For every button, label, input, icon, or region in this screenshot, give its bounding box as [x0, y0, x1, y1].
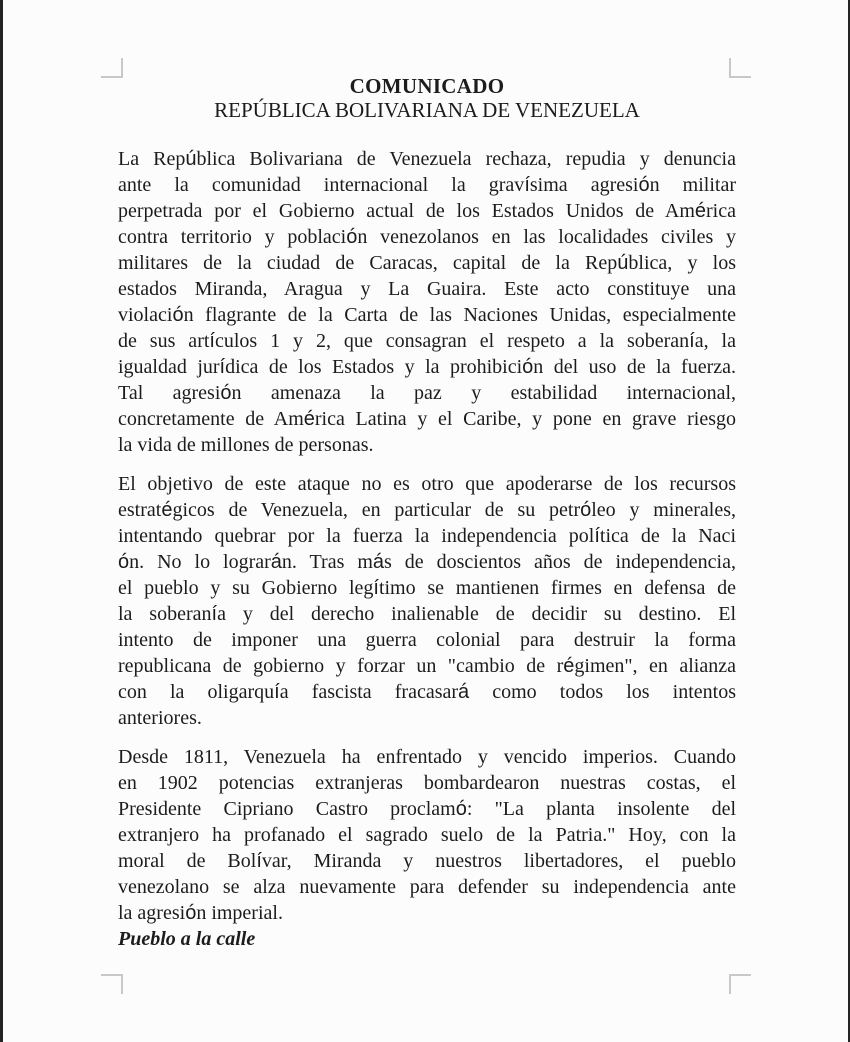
- text-line: extranjero ha profanado el sagrado suelo de la Patria." Hoy, con la: [118, 824, 736, 846]
- document-title: COMUNICADO: [349, 74, 505, 98]
- text-line: violación flagrante de la Carta de las Naciones Unidas, especialmente: [118, 304, 736, 326]
- text-line: ante la comunidad internacional la gravísima agresión militar: [118, 174, 736, 196]
- text-line: Desde 1811, Venezuela ha enfrentado y vencido imperios. Cuando: [118, 746, 736, 768]
- substituted-accent-glyph: í: [211, 603, 218, 625]
- document-body: [118, 146, 736, 926]
- text-line: el pueblo y su Gobierno legítimo se mantienen firmes en defensa de: [118, 577, 736, 599]
- text-line: estratégicos de Venezuela, en particular de su petróleo y minerales,: [118, 499, 736, 521]
- substituted-accent-glyph: í: [594, 525, 600, 547]
- paragraph: [118, 146, 736, 458]
- text-line: El objetivo de este ataque no es otro que apoderarse de los recursos: [118, 473, 736, 495]
- substituted-accent-glyph: é: [694, 200, 707, 222]
- text-line: con la oligarquía fascista fracasará como todos los intentos: [118, 681, 736, 703]
- crop-mark-bottom-left: [101, 974, 123, 994]
- text-line: la soberanía y del derecho inalienable de decidir su destino. El: [118, 603, 736, 625]
- substituted-accent-glyph: ó: [220, 382, 232, 404]
- text-line: en 1902 potencias extranjeras bombardearon nuestras costas, el: [118, 772, 736, 794]
- text-line: igualdad jurídica de los Estados y la prohibición del uso de la fuerza.: [118, 356, 736, 378]
- substituted-accent-glyph: ó: [346, 226, 358, 248]
- text-line: republicana de gobierno y forzar un "cambio de régimen", en alianza: [118, 655, 736, 677]
- substituted-accent-glyph: í: [373, 577, 379, 599]
- substituted-accent-glyph: í: [219, 356, 226, 378]
- substituted-accent-glyph: ó: [455, 798, 467, 820]
- text-line: de sus artículos 1 y 2, que consagran el respeto a la soberanía, la: [118, 330, 736, 352]
- paragraph: [118, 744, 736, 926]
- paragraph: [118, 471, 736, 731]
- text-line: ón. No lo lograrán. Tras más de doscientos años de independencia,: [118, 551, 736, 573]
- crop-mark-bottom-right: [729, 974, 751, 994]
- text-line: militares de la ciudad de Caracas, capital de la República, y los: [118, 252, 736, 274]
- substituted-accent-glyph: ó: [172, 304, 184, 326]
- text-line: La República Bolivariana de Venezuela rechaza, repudia y denuncia: [118, 148, 736, 170]
- text-line: moral de Bolívar, Miranda y nuestros libertadores, el pueblo: [118, 850, 736, 872]
- closing-line: Pueblo a la calle: [118, 928, 256, 950]
- substituted-accent-glyph: ú: [185, 148, 197, 170]
- text-line: concretamente de América Latina y el Caribe, y pone en grave riesgo: [118, 408, 736, 430]
- text-line: la vida de millones de personas.: [118, 434, 374, 456]
- substituted-accent-glyph: í: [524, 174, 530, 196]
- document-header: [118, 75, 736, 122]
- substituted-accent-glyph: í: [256, 850, 262, 872]
- document-content: [118, 0, 736, 952]
- substituted-accent-glyph: á: [458, 681, 470, 703]
- text-line: venezolano se alza nuevamente para defender su independencia ante: [118, 876, 736, 898]
- text-line: perpetrada por el Gobierno actual de los Estados Unidos de América: [118, 200, 736, 222]
- text-line: Tal agresión amenaza la paz y estabilidad internacional,: [118, 382, 736, 404]
- substituted-accent-glyph: é: [303, 408, 315, 430]
- substituted-accent-glyph: ó: [118, 551, 130, 573]
- substituted-accent-glyph: í: [274, 681, 280, 703]
- document-subtitle: REPÚBLICA BOLIVARIANA DE VENEZUELA: [214, 98, 640, 122]
- substituted-accent-glyph: á: [372, 551, 385, 573]
- text-line: contra territorio y población venezolanos en las localidades civiles y: [118, 226, 736, 248]
- substituted-accent-glyph: í: [689, 330, 695, 352]
- substituted-accent-glyph: á: [270, 551, 282, 573]
- substituted-accent-glyph: ó: [580, 499, 592, 521]
- text-line: intento de imponer una guerra colonial para destruir la forma: [118, 629, 736, 651]
- text-line: anteriores.: [118, 707, 202, 729]
- text-line: la agresión imperial.: [118, 902, 283, 924]
- substituted-accent-glyph: ó: [185, 902, 197, 924]
- substituted-accent-glyph: é: [161, 499, 173, 521]
- substituted-accent-glyph: é: [563, 655, 575, 677]
- substituted-accent-glyph: ó: [638, 174, 650, 196]
- substituted-accent-glyph: í: [209, 330, 215, 352]
- text-line: intentando quebrar por la fuerza la independencia política de la Naci: [118, 525, 736, 547]
- text-line: Presidente Cipriano Castro proclamó: "La planta insolente del: [118, 798, 736, 820]
- substituted-accent-glyph: ú: [617, 252, 629, 274]
- substituted-accent-glyph: ó: [522, 356, 534, 378]
- left-edge-line: [0, 0, 3, 1042]
- text-line: estados Miranda, Aragua y La Guaira. Este acto constituye una: [118, 278, 736, 300]
